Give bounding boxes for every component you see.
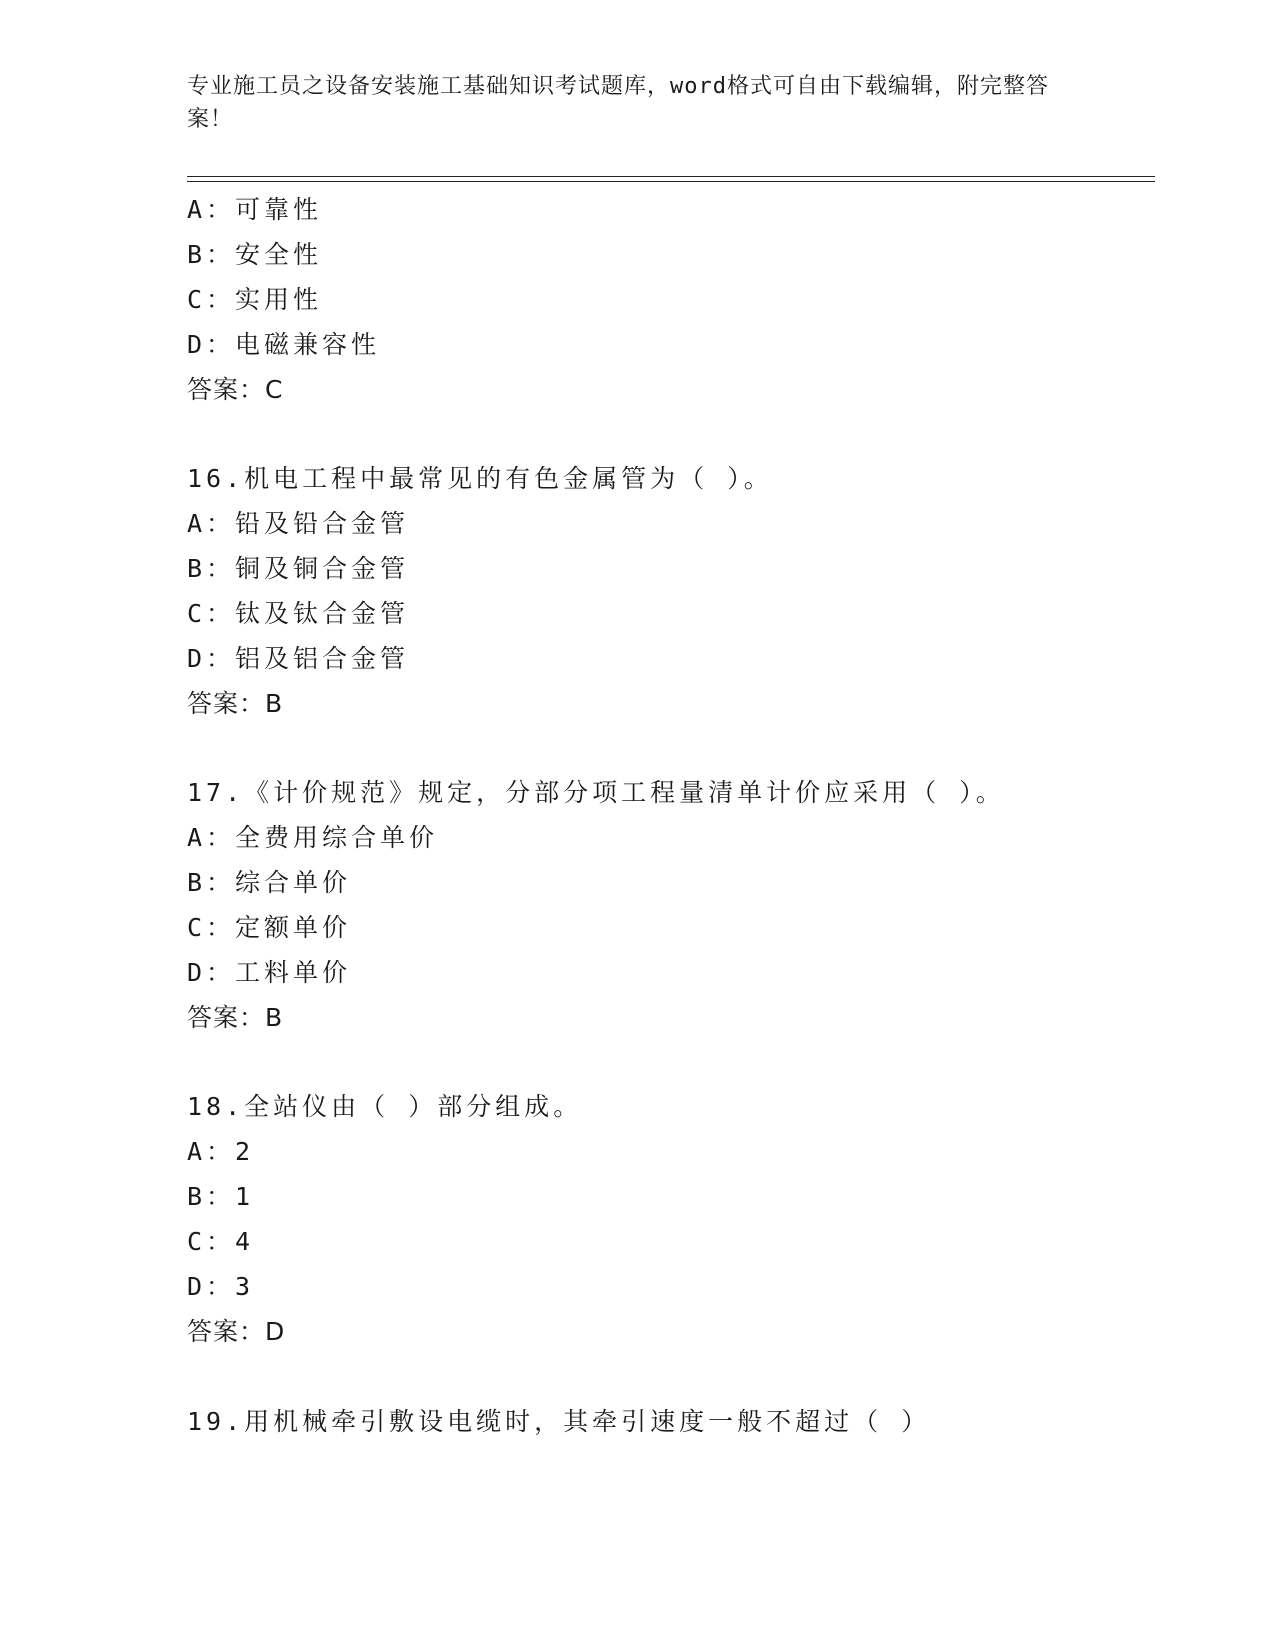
document-header xyxy=(187,70,1067,136)
q15-option-b: B：安全性 xyxy=(187,240,323,269)
q17-question: 17.《计价规范》规定，分部分项工程量清单计价应采用（ ）。 xyxy=(187,778,1005,807)
q16-question: 16.机电工程中最常见的有色金属管为（ ）。 xyxy=(187,464,773,493)
q15-option-c: C：实用性 xyxy=(187,285,323,314)
q17-answer: 答案：B xyxy=(187,1003,284,1032)
q17-option-b: B：综合单价 xyxy=(187,868,352,897)
q18-option-d: D：3 xyxy=(187,1272,255,1301)
q18-option-a: A：2 xyxy=(187,1137,255,1166)
q16-option-b: B：铜及铜合金管 xyxy=(187,554,410,583)
q15-option-d: D：电磁兼容性 xyxy=(187,330,381,359)
q15-option-a: A：可靠性 xyxy=(187,195,323,224)
q16-option-c: C：钛及钛合金管 xyxy=(187,599,410,628)
header-divider-top xyxy=(187,176,1155,177)
q18-option-b: B：1 xyxy=(187,1182,255,1211)
q17-option-a: A：全费用综合单价 xyxy=(187,823,439,852)
q18-option-c: C：4 xyxy=(187,1227,255,1256)
header-divider-bottom xyxy=(187,181,1155,182)
q16-answer: 答案：B xyxy=(187,689,284,718)
q15-answer: 答案：C xyxy=(187,375,284,404)
q18-question: 18.全站仪由（ ）部分组成。 xyxy=(187,1092,583,1121)
q16-option-d: D：铝及铝合金管 xyxy=(187,644,410,673)
q16-option-a: A：铅及铅合金管 xyxy=(187,509,410,538)
q18-answer: 答案：D xyxy=(187,1317,286,1346)
q17-option-d: D：工料单价 xyxy=(187,958,352,987)
q19-question: 19.用机械牵引敷设电缆时，其牵引速度一般不超过（ ） xyxy=(187,1407,931,1436)
document-title: 专业施工员之设备安装施工基础知识考试题库，word格式可自由下载编辑，附完整答案！ xyxy=(187,74,1049,132)
q17-option-c: C：定额单价 xyxy=(187,913,352,942)
